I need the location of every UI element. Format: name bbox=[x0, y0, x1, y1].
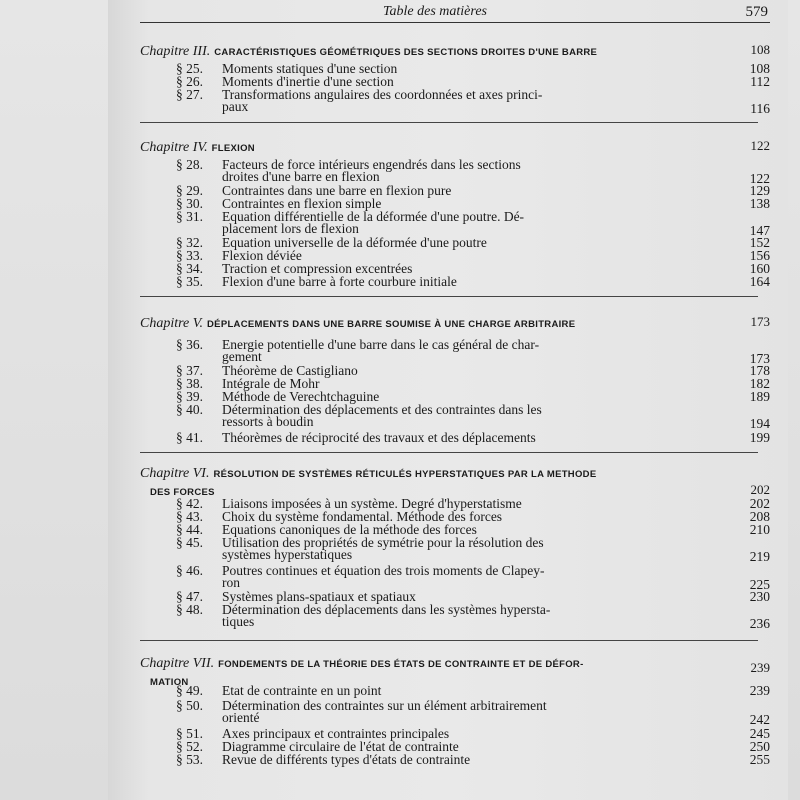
entry-title: Contraintes en flexion simple bbox=[222, 196, 382, 211]
chapter-rule bbox=[140, 122, 758, 123]
entry-title: Equations canoniques de la méthode des forces bbox=[222, 522, 477, 537]
section-number: § 33. bbox=[176, 248, 203, 263]
entry-title: Facteurs de force intérieurs engendrés dans les sections bbox=[222, 157, 521, 172]
section-number: § 43. bbox=[176, 509, 203, 524]
entry-title: Théorèmes de réciprocité des travaux et des déplacements bbox=[222, 430, 536, 445]
entry-title: Méthode de Verechtchaguine bbox=[222, 389, 380, 404]
entry-title: Choix du système fondamental. Méthode des forces bbox=[222, 509, 503, 524]
entry-title: Détermination des contraintes sur un élément arbitrairement bbox=[222, 698, 547, 713]
entry-title-cont: droites d'une barre en flexion bbox=[222, 169, 380, 184]
entry-page: 182 bbox=[749, 376, 770, 391]
chapter-heading-VI[interactable] bbox=[140, 464, 770, 500]
section-number: § 30. bbox=[176, 196, 203, 211]
chapter-title: FONDEMENTS DE LA THÉORIE DES ÉTATS DE CONTRAINTE ET DE DÉFOR- bbox=[218, 659, 584, 670]
section-number: § 48. bbox=[176, 602, 203, 617]
toc-entry-35[interactable] bbox=[176, 275, 770, 288]
toc-entry-31[interactable] bbox=[176, 210, 770, 236]
section-number: § 26. bbox=[176, 74, 203, 89]
entry-page: 112 bbox=[750, 74, 770, 89]
entry-title: Flexion d'une barre à forte courbure initiale bbox=[222, 274, 457, 289]
chapter-title: DÉPLACEMENTS DANS UNE BARRE SOUMISE À UNE CHARGE ARBITRAIRE bbox=[207, 319, 576, 330]
chapter-title: CARACTÉRISTIQUES GÉOMÉTRIQUES DES SECTIONS DROITES D'UNE BARRE bbox=[214, 47, 598, 58]
toc-entry-45[interactable] bbox=[176, 536, 770, 562]
entry-page: 194 bbox=[749, 416, 770, 431]
toc-entry-48[interactable] bbox=[176, 603, 770, 629]
entry-page: 239 bbox=[749, 683, 770, 698]
section-number: § 38. bbox=[176, 376, 203, 391]
entry-title-cont: paux bbox=[222, 99, 249, 114]
section-number: § 49. bbox=[176, 683, 203, 698]
entry-title: Contraintes dans une barre en flexion pure bbox=[222, 183, 452, 198]
entry-page: 164 bbox=[749, 274, 770, 289]
entry-page: 210 bbox=[749, 522, 770, 537]
chapter-label: Chapitre IV. bbox=[140, 140, 208, 155]
page-number: 579 bbox=[745, 4, 768, 20]
section-number: § 34. bbox=[176, 261, 203, 276]
entry-page: 147 bbox=[749, 223, 770, 238]
chapter-rule bbox=[140, 640, 758, 641]
header-rule bbox=[140, 22, 770, 23]
entry-title: Utilisation des propriétés de symétrie pour la résolution des bbox=[222, 535, 544, 550]
chapter-page: 108 bbox=[750, 42, 770, 57]
entry-title: Intégrale de Mohr bbox=[222, 376, 320, 391]
section-number: § 50. bbox=[176, 698, 203, 713]
entry-page: 219 bbox=[749, 549, 770, 564]
section-number: § 29. bbox=[176, 183, 203, 198]
entry-page: 202 bbox=[749, 496, 770, 511]
entry-title: Etat de contrainte en un point bbox=[222, 683, 382, 698]
entry-title-cont: ron bbox=[222, 575, 240, 590]
entry-page: 160 bbox=[749, 261, 770, 276]
section-number: § 35. bbox=[176, 274, 203, 289]
entry-page: 129 bbox=[749, 183, 770, 198]
chapter-label: Chapitre III. bbox=[140, 44, 211, 59]
toc-entry-28[interactable] bbox=[176, 158, 770, 184]
entry-title: Moments d'inertie d'une section bbox=[222, 74, 394, 89]
entry-page: 173 bbox=[749, 351, 770, 366]
entry-page: 189 bbox=[749, 389, 770, 404]
entry-page: 236 bbox=[749, 616, 770, 631]
section-number: § 51. bbox=[176, 726, 203, 741]
running-title: Table des matières bbox=[383, 4, 487, 19]
page-header bbox=[140, 0, 770, 26]
chapter-page: 239 bbox=[750, 660, 770, 675]
entry-title-cont: ressorts à boudin bbox=[222, 414, 314, 429]
chapter-rule bbox=[140, 452, 758, 453]
entry-title: Détermination des déplacements dans les systèmes hypersta- bbox=[222, 602, 551, 617]
entry-title: Détermination des déplacements et des contraintes dans les bbox=[222, 402, 542, 417]
toc-entry-40[interactable] bbox=[176, 403, 770, 429]
section-number: § 42. bbox=[176, 496, 203, 511]
chapter-label: Chapitre VI. bbox=[140, 466, 210, 481]
toc-entry-36[interactable] bbox=[176, 338, 770, 364]
toc-entry-53[interactable] bbox=[176, 753, 770, 766]
section-number: § 27. bbox=[176, 87, 203, 102]
section-number: § 25. bbox=[176, 61, 203, 76]
entry-page: 138 bbox=[749, 196, 770, 211]
entry-title: Energie potentielle d'une barre dans le cas général de char- bbox=[222, 337, 540, 352]
entry-title: Flexion déviée bbox=[222, 248, 302, 263]
chapter-title: RÉSOLUTION DE SYSTÈMES RÉTICULÉS HYPERSTATIQUES PAR LA METHODE bbox=[213, 469, 597, 480]
chapter-label: Chapitre VII. bbox=[140, 656, 215, 671]
section-number: § 28. bbox=[176, 157, 203, 172]
entry-title: Axes principaux et contraintes principales bbox=[222, 726, 450, 741]
entry-title: Traction et compression excentrées bbox=[222, 261, 413, 276]
chapter-title-cont: DES FORCES bbox=[150, 487, 215, 498]
toc-entry-46[interactable] bbox=[176, 564, 770, 590]
toc-entry-41[interactable] bbox=[176, 431, 770, 444]
entry-page: 178 bbox=[749, 363, 770, 378]
entry-page: 255 bbox=[749, 752, 770, 767]
entry-title-cont: orienté bbox=[222, 710, 260, 725]
section-number: § 46. bbox=[176, 563, 203, 578]
chapter-title-cont: MATION bbox=[150, 677, 189, 688]
entry-page: 156 bbox=[749, 248, 770, 263]
entry-page: 245 bbox=[749, 726, 770, 741]
entry-page: 208 bbox=[749, 509, 770, 524]
chapter-heading-III[interactable] bbox=[140, 42, 770, 62]
chapter-title: FLEXION bbox=[211, 143, 255, 154]
toc-entry-50[interactable] bbox=[176, 699, 770, 725]
section-number: § 39. bbox=[176, 389, 203, 404]
entry-page: 199 bbox=[749, 430, 770, 445]
entry-title: Liaisons imposées à un système. Degré d'hyperstatisme bbox=[222, 496, 522, 511]
section-number: § 32. bbox=[176, 235, 203, 250]
section-number: § 40. bbox=[176, 402, 203, 417]
chapter-heading-IV[interactable] bbox=[140, 138, 770, 158]
entry-page: 122 bbox=[749, 171, 770, 186]
entry-page: 242 bbox=[749, 712, 770, 727]
entry-title: Revue de différents types d'états de contrainte bbox=[222, 752, 471, 767]
entry-page: 152 bbox=[749, 235, 770, 250]
section-number: § 37. bbox=[176, 363, 203, 378]
entry-title: Moments statiques d'une section bbox=[222, 61, 398, 76]
chapter-label: Chapitre V. bbox=[140, 316, 204, 331]
entry-page: 116 bbox=[750, 101, 770, 116]
chapter-page: 173 bbox=[750, 314, 770, 329]
section-number: § 52. bbox=[176, 739, 203, 754]
entry-title: Poutres continues et équation des trois moments de Clapey- bbox=[222, 563, 545, 578]
entry-title-cont: placement lors de flexion bbox=[222, 221, 359, 236]
section-number: § 41. bbox=[176, 430, 203, 445]
entry-title: Equation universelle de la déformée d'une poutre bbox=[222, 235, 487, 250]
section-number: § 36. bbox=[176, 337, 203, 352]
entry-page: 225 bbox=[749, 577, 770, 592]
toc-entry-49[interactable] bbox=[176, 684, 770, 697]
entry-page: 230 bbox=[749, 589, 770, 604]
chapter-page: 202 bbox=[750, 482, 770, 497]
section-number: § 44. bbox=[176, 522, 203, 537]
entry-title-cont: gement bbox=[222, 349, 262, 364]
entry-title-cont: systèmes hyperstatiques bbox=[222, 547, 353, 562]
entry-title: Systèmes plans-spatiaux et spatiaux bbox=[222, 589, 416, 604]
entry-title: Théorème de Castigliano bbox=[222, 363, 358, 378]
entry-title-cont: tiques bbox=[222, 614, 255, 629]
entry-title: Equation différentielle de la déformée d'une poutre. Dé- bbox=[222, 209, 525, 224]
entry-page: 250 bbox=[749, 739, 770, 754]
entry-title: Diagramme circulaire de l'état de contrainte bbox=[222, 739, 459, 754]
entry-title: Transformations angulaires des coordonnées et axes princi- bbox=[222, 87, 543, 102]
chapter-page: 122 bbox=[750, 138, 770, 153]
chapter-heading-V[interactable] bbox=[140, 314, 770, 334]
entry-page: 108 bbox=[749, 61, 770, 76]
section-number: § 31. bbox=[176, 209, 203, 224]
section-number: § 47. bbox=[176, 589, 203, 604]
chapter-rule bbox=[140, 296, 758, 297]
toc-entry-27[interactable] bbox=[176, 88, 770, 114]
section-number: § 45. bbox=[176, 535, 203, 550]
section-number: § 53. bbox=[176, 752, 203, 767]
